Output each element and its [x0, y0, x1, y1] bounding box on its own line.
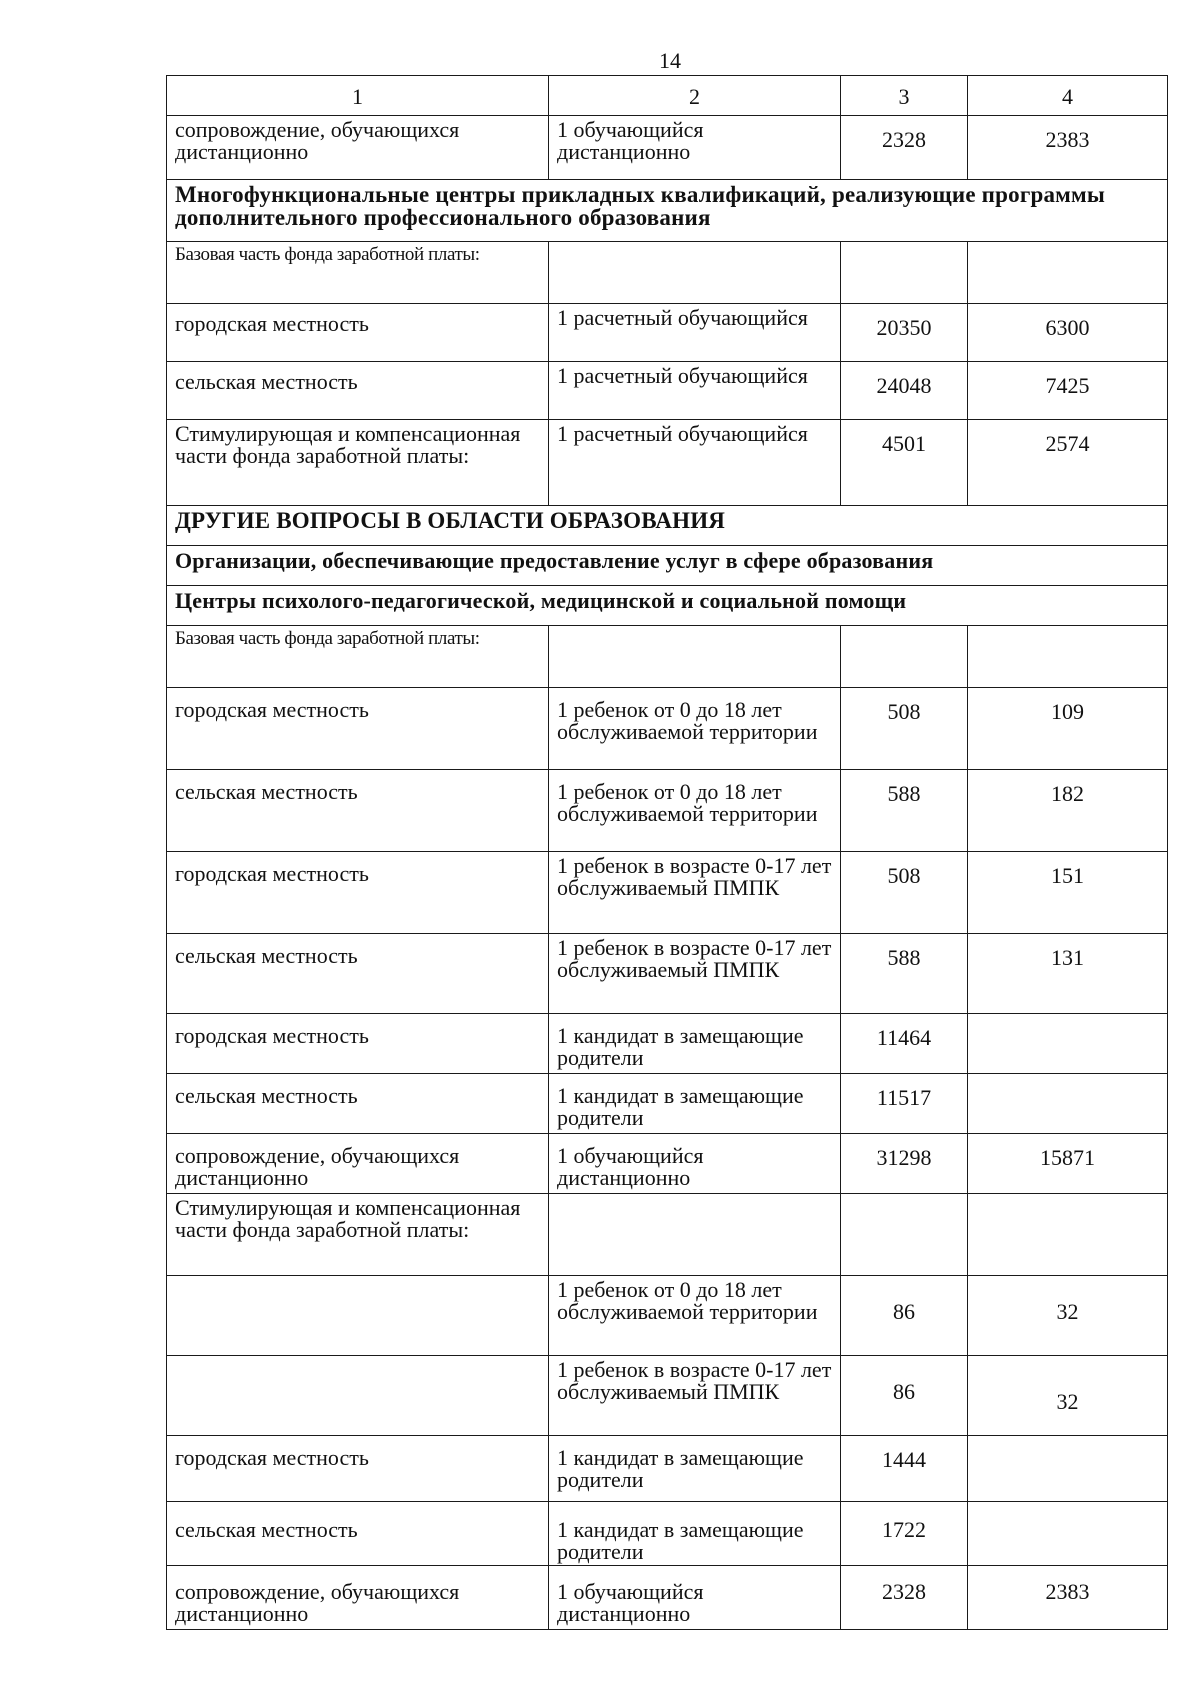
indicator-label: городская местность — [175, 861, 369, 886]
table-row — [167, 242, 1168, 304]
value-cell-col3 — [841, 1276, 968, 1356]
unit-cell — [549, 770, 841, 852]
value-cell-col3 — [841, 1134, 968, 1194]
value: 2574 — [1045, 431, 1090, 456]
value-cell-col3 — [841, 1502, 968, 1566]
indicator-label: сопровождение, обучающихся дистанционно — [175, 1579, 460, 1626]
indicator-label: сопровождение, обучающихся дистанционно — [175, 1143, 460, 1190]
unit-cell — [549, 688, 841, 770]
indicator-cell — [167, 1566, 549, 1630]
indicator-label: сельская местность — [175, 1517, 358, 1542]
indicator-cell — [167, 1436, 549, 1502]
section-heading: ДРУГИЕ ВОПРОСЫ В ОБЛАСТИ ОБРАЗОВАНИЯ — [167, 506, 1168, 546]
unit-cell — [549, 1502, 841, 1566]
value-cell-col4 — [968, 1194, 1168, 1276]
value-cell-col4 — [968, 362, 1168, 420]
value-cell-col4 — [968, 934, 1168, 1014]
value-cell-col4 — [968, 420, 1168, 506]
norms-table — [166, 75, 1168, 1630]
section-row — [167, 180, 1168, 242]
value-cell-col4 — [968, 242, 1168, 304]
value — [976, 1077, 1159, 1087]
section-row — [167, 586, 1168, 626]
indicator-cell — [167, 1014, 549, 1074]
table-row — [167, 304, 1168, 362]
indicator-cell: Базовая часть фонда заработной платы: — [167, 242, 549, 304]
table-row — [167, 770, 1168, 852]
value-cell-col4 — [968, 852, 1168, 934]
indicator-cell: Базовая часть фонда заработной платы: — [167, 626, 549, 688]
table-row — [167, 934, 1168, 1014]
unit-cell: 1 ребенок в возрасте 0-17 лет обслуживаемый ПМПК — [549, 852, 841, 934]
value-cell-col4 — [968, 1502, 1168, 1566]
value-cell-col3 — [841, 934, 968, 1014]
value: 6300 — [1045, 315, 1090, 340]
unit-cell — [549, 1134, 841, 1194]
value-cell-col4 — [968, 1276, 1168, 1356]
value: 2328 — [882, 1579, 926, 1604]
value: 4501 — [882, 431, 926, 456]
indicator-cell — [167, 1502, 549, 1566]
indicator-cell: Стимулирующая и компенсационная части фонда заработной платы: — [167, 1194, 549, 1276]
indicator-label: сельская местность — [175, 943, 358, 968]
value-cell-col4 — [968, 304, 1168, 362]
indicator-cell — [167, 1134, 549, 1194]
column-number-row — [167, 76, 1168, 116]
unit-label: 1 обучающийся дистанционно — [557, 1143, 704, 1190]
unit-label: 1 кандидат в замещающие родители — [557, 1023, 804, 1070]
value: 31298 — [876, 1145, 932, 1170]
unit-cell: 1 расчетный обучающийся — [549, 304, 841, 362]
table-row — [167, 1566, 1168, 1630]
value-cell-col3 — [841, 1436, 968, 1502]
unit-cell — [549, 626, 841, 688]
column-number: 3 — [841, 76, 968, 116]
unit-label: 1 ребенок от 0 до 18 лет обслуживаемой территории — [557, 697, 818, 744]
value-cell-col4 — [968, 770, 1168, 852]
value-cell-col3 — [841, 688, 968, 770]
value: 32 — [1056, 1389, 1079, 1414]
table-row — [167, 626, 1168, 688]
value: 86 — [893, 1379, 915, 1404]
section-heading: Многофункциональные центры прикладных квалификаций, реализующие программы дополнительного профессионального образования — [167, 180, 1168, 242]
indicator-label: сельская местность — [175, 779, 358, 804]
value: 11464 — [876, 1025, 932, 1050]
indicator-cell: Стимулирующая и компенсационная части фонда заработной платы: — [167, 420, 549, 506]
value-cell-col3 — [841, 770, 968, 852]
table-row — [167, 420, 1168, 506]
value: 7425 — [1045, 373, 1090, 398]
unit-cell — [549, 1014, 841, 1074]
table-row — [167, 1436, 1168, 1502]
value-cell-col4 — [968, 1134, 1168, 1194]
value: 11517 — [876, 1085, 932, 1110]
value-cell-col3 — [841, 1356, 968, 1436]
indicator-label: сельская местность — [175, 369, 358, 394]
unit-cell: 1 ребенок от 0 до 18 лет обслуживаемой территории — [549, 1276, 841, 1356]
value: 508 — [887, 699, 921, 724]
indicator-cell — [167, 1356, 549, 1436]
value-cell-col3 — [841, 852, 968, 934]
value: 2383 — [1045, 1579, 1090, 1604]
unit-cell — [549, 1194, 841, 1276]
value: 588 — [887, 781, 921, 806]
column-number: 4 — [968, 76, 1168, 116]
value: 508 — [887, 863, 921, 888]
value-cell-col4 — [968, 116, 1168, 180]
unit-cell: 1 ребенок в возрасте 0-17 лет обслуживаемый ПМПК — [549, 1356, 841, 1436]
value: 131 — [1051, 945, 1084, 970]
value: 32 — [1056, 1299, 1079, 1324]
value-cell-col4 — [968, 688, 1168, 770]
indicator-cell — [167, 934, 549, 1014]
value-cell-col3 — [841, 242, 968, 304]
value: 588 — [887, 945, 921, 970]
value-cell-col4 — [968, 1436, 1168, 1502]
table-row — [167, 1194, 1168, 1276]
indicator-label: городская местность — [175, 311, 369, 336]
table-row — [167, 116, 1168, 180]
value — [976, 1505, 1159, 1515]
value-cell-col3 — [841, 626, 968, 688]
indicator-label: городская местность — [175, 697, 369, 722]
value: 151 — [1051, 863, 1084, 888]
value: 182 — [1051, 781, 1084, 806]
value — [976, 1439, 1159, 1449]
value-cell-col3 — [841, 1074, 968, 1134]
unit-label: 1 кандидат в замещающие родители — [557, 1517, 804, 1564]
unit-cell — [549, 1566, 841, 1630]
value: 24048 — [876, 373, 932, 398]
value-cell-col4 — [968, 1356, 1168, 1436]
table-row — [167, 1134, 1168, 1194]
unit-label: 1 обучающийся дистанционно — [557, 1579, 704, 1626]
indicator-cell — [167, 688, 549, 770]
section-row — [167, 546, 1168, 586]
value-cell-col4 — [968, 1566, 1168, 1630]
indicator-cell: сопровождение, обучающихся дистанционно — [167, 116, 549, 180]
table-row — [167, 1074, 1168, 1134]
indicator-cell — [167, 852, 549, 934]
value: 109 — [1051, 699, 1084, 724]
indicator-cell — [167, 304, 549, 362]
unit-label: 1 ребенок от 0 до 18 лет обслуживаемой территории — [557, 779, 818, 826]
unit-label: 1 кандидат в замещающие родители — [557, 1445, 804, 1492]
value: 20350 — [876, 315, 932, 340]
section-heading: Центры психолого-педагогической, медицинской и социальной помощи — [167, 586, 1168, 626]
table-row — [167, 1356, 1168, 1436]
indicator-cell — [167, 362, 549, 420]
section-row — [167, 506, 1168, 546]
indicator-cell — [167, 1074, 549, 1134]
indicator-cell — [167, 1276, 549, 1356]
column-number: 2 — [549, 76, 841, 116]
table-row — [167, 688, 1168, 770]
value-cell-col3 — [841, 362, 968, 420]
value-cell-col3 — [841, 304, 968, 362]
column-number: 1 — [167, 76, 549, 116]
value: 1444 — [882, 1447, 926, 1472]
table-row — [167, 852, 1168, 934]
value-cell-col4 — [968, 1074, 1168, 1134]
unit-cell — [549, 242, 841, 304]
unit-cell: 1 расчетный обучающийся — [549, 420, 841, 506]
value-cell-col3 — [841, 1014, 968, 1074]
unit-cell: 1 обучающийся дистанционно — [549, 116, 841, 180]
unit-cell — [549, 1436, 841, 1502]
table-row — [167, 1276, 1168, 1356]
section-heading: Организации, обеспечивающие предоставление услуг в сфере образования — [167, 546, 1168, 586]
table-row — [167, 1502, 1168, 1566]
value-cell-col4 — [968, 1014, 1168, 1074]
value: 1722 — [882, 1517, 926, 1542]
value: 86 — [893, 1299, 915, 1324]
value: 2328 — [882, 127, 926, 152]
indicator-label: сельская местность — [175, 1083, 358, 1108]
unit-cell — [549, 1074, 841, 1134]
value: 15871 — [1040, 1145, 1095, 1170]
indicator-label: городская местность — [175, 1445, 369, 1470]
unit-cell: 1 расчетный обучающийся — [549, 362, 841, 420]
page-number: 14 — [659, 48, 681, 73]
unit-cell: 1 ребенок в возрасте 0-17 лет обслуживаемый ПМПК — [549, 934, 841, 1014]
value: 2383 — [1045, 127, 1090, 152]
table-row — [167, 1014, 1168, 1074]
table-row — [167, 362, 1168, 420]
value-cell-col3 — [841, 1194, 968, 1276]
value-cell-col3 — [841, 1566, 968, 1630]
unit-label: 1 кандидат в замещающие родители — [557, 1083, 804, 1130]
value-cell-col3 — [841, 116, 968, 180]
indicator-label: городская местность — [175, 1023, 369, 1048]
value-cell-col4 — [968, 626, 1168, 688]
value — [976, 1017, 1159, 1027]
indicator-cell — [167, 770, 549, 852]
value-cell-col3 — [841, 420, 968, 506]
